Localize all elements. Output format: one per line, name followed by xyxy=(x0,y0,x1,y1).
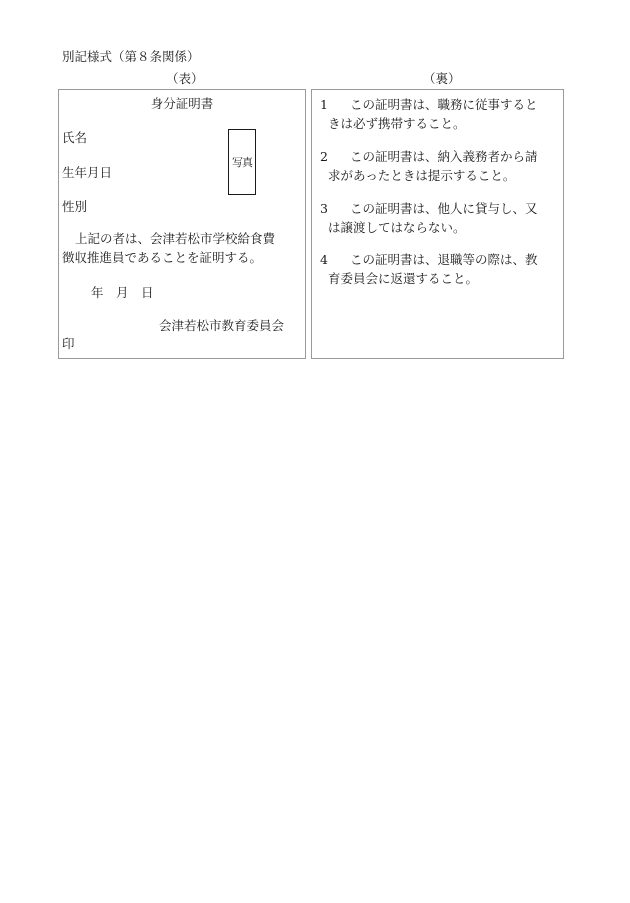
id-card-front xyxy=(58,89,306,359)
field-sex-label: 性別 xyxy=(62,199,88,214)
field-birthdate-label: 生年月日 xyxy=(62,165,113,180)
rule-4-line1 xyxy=(320,254,538,267)
rule-text: は譲渡してはならない。 xyxy=(328,220,466,235)
card-title: 身分証明書 xyxy=(150,96,214,111)
back-side-heading: （裏） xyxy=(423,71,461,86)
id-card-back xyxy=(311,89,564,359)
rule-text: 育委員会に返還すること。 xyxy=(328,271,479,286)
rule-number: 4 xyxy=(320,252,328,267)
photo-box xyxy=(228,129,256,195)
rule-text: この証明書は、職務に従事すると xyxy=(350,97,538,112)
rule-1-line2 xyxy=(320,118,466,131)
rule-1-line1 xyxy=(320,99,538,112)
rule-text: 求があったときは提示すること。 xyxy=(328,168,516,183)
rule-3-line1 xyxy=(320,203,538,216)
rule-number: 1 xyxy=(320,97,328,112)
issuer-name: 会津若松市教育委員会 xyxy=(159,318,285,333)
certification-text-line2: 徴収推進員であることを証明する。 xyxy=(62,250,263,265)
rule-text: この証明書は、他人に貸与し、又 xyxy=(350,201,538,216)
rule-2-line2 xyxy=(320,170,515,183)
front-side-heading: （表） xyxy=(166,71,204,86)
photo-label: 写真 xyxy=(232,156,252,169)
certification-text-line1: 上記の者は、会津若松市学校給食費 xyxy=(75,231,276,246)
date-line: 年 月 日 xyxy=(91,285,154,300)
field-name-label: 氏名 xyxy=(62,130,88,145)
rule-text: この証明書は、退職等の際は、教 xyxy=(350,252,538,267)
form-label: 別記様式（第８条関係） xyxy=(62,49,200,64)
rule-3-line2 xyxy=(320,222,466,235)
rule-2-line1 xyxy=(320,151,538,164)
rule-text: この証明書は、納入義務者から請 xyxy=(350,149,538,164)
rule-text: きは必ず携帯すること。 xyxy=(328,116,466,131)
seal-mark: 印 xyxy=(62,336,75,351)
rule-number: 2 xyxy=(320,149,328,164)
rule-number: 3 xyxy=(320,201,328,216)
rule-4-line2 xyxy=(320,273,478,286)
